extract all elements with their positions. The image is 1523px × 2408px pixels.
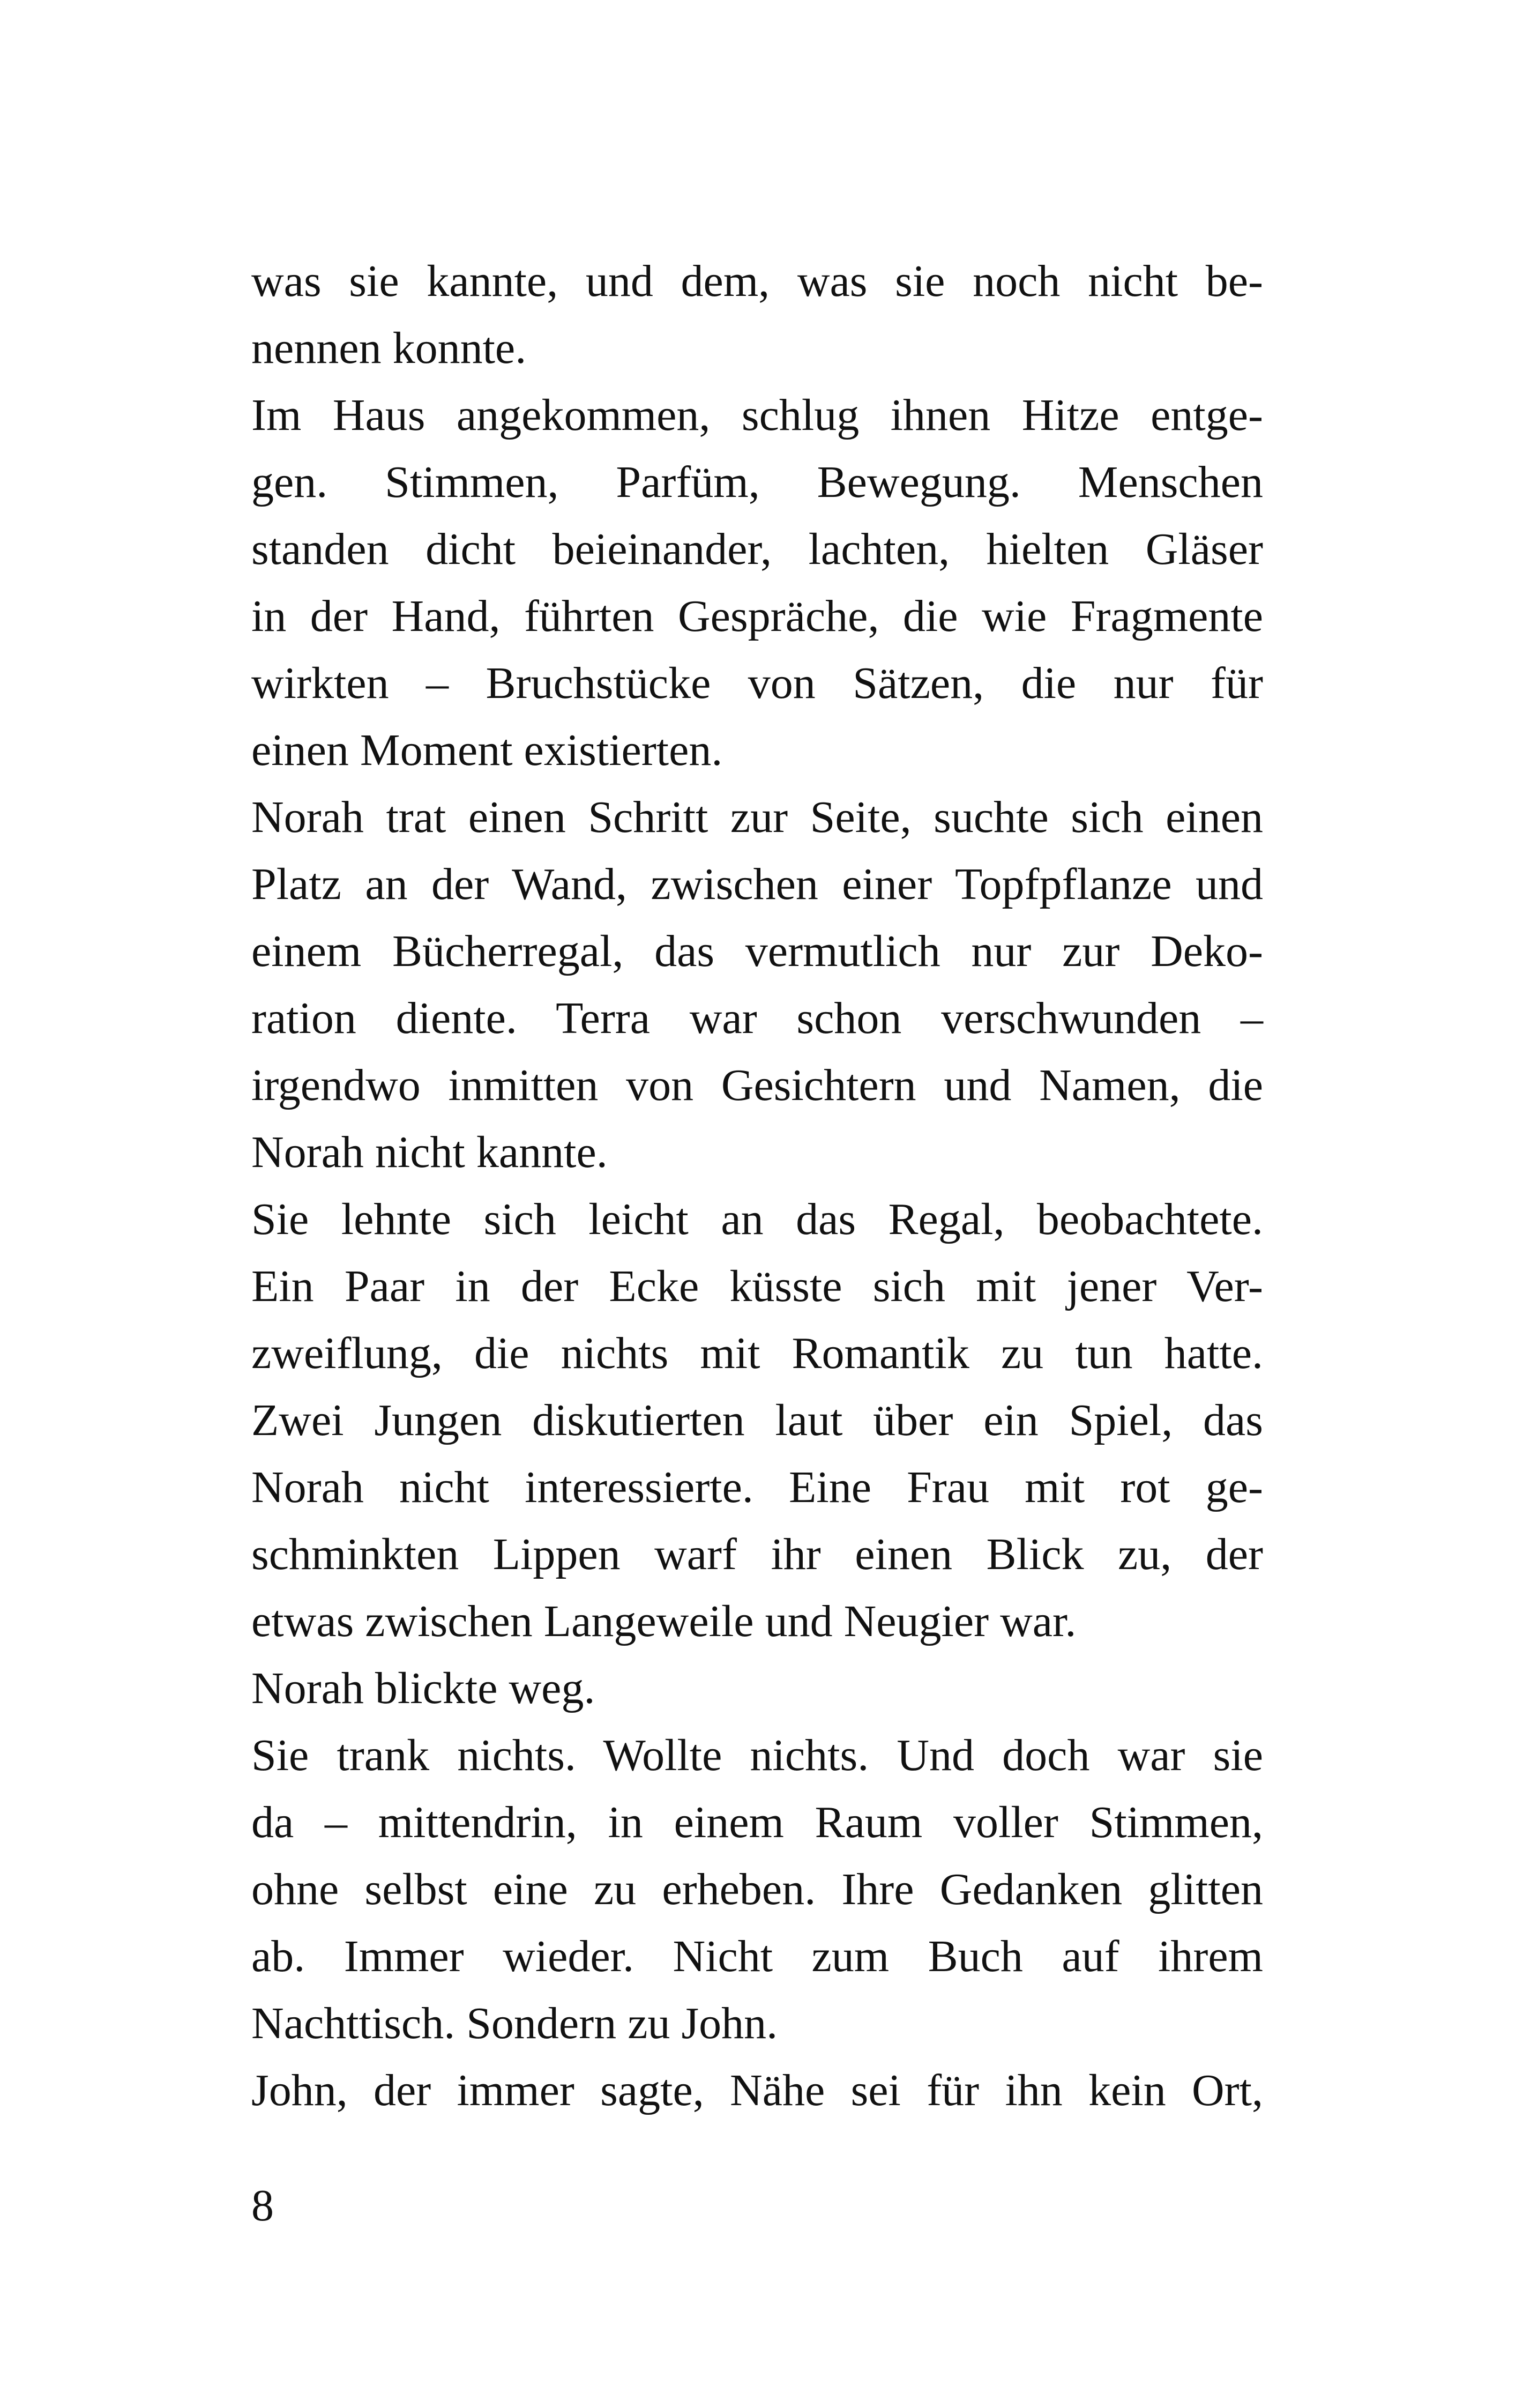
text-line: ohne selbst eine zu erheben. Ihre Gedanken glitten [251,1864,1263,1914]
text-line: Ein Paar in der Ecke küsste sich mit jener Ver- [251,1261,1263,1311]
text-line: gen. Stimmen, Parfüm, Bewegung. Menschen [251,457,1263,507]
text-line: ab. Immer wieder. Nicht zum Buch auf ihrem [251,1931,1263,1981]
body-text [251,248,1263,2124]
text-line: Platz an der Wand, zwischen einer Topfpflanze und [251,859,1263,909]
text-line: einem Bücherregal, das vermutlich nur zur Deko- [251,926,1263,976]
text-line: Zwei Jungen diskutierten laut über ein Spiel, das [251,1395,1263,1445]
text-line: da – mittendrin, in einem Raum voller Stimmen, [251,1797,1263,1847]
text-line: etwas zwischen Langeweile und Neugier war. [251,1596,1077,1646]
text-line: ration diente. Terra war schon verschwunden – [251,993,1263,1043]
text-line: Norah nicht interessierte. Eine Frau mit rot ge- [251,1462,1263,1512]
text-line: einen Moment existierten. [251,725,723,775]
text-line: John, der immer sagte, Nähe sei für ihn kein Ort, [251,2065,1263,2115]
text-line: nennen konnte. [251,323,527,373]
text-line: Nachttisch. Sondern zu John. [251,1998,778,2048]
text-line: Norah blickte weg. [251,1663,595,1713]
text-line: Norah trat einen Schritt zur Seite, suchte sich einen [251,792,1263,842]
page-number: 8 [251,2181,274,2231]
text-line: schminkten Lippen warf ihr einen Blick zu, der [251,1529,1263,1579]
text-line: was sie kannte, und dem, was sie noch nicht be- [251,256,1263,306]
text-line: in der Hand, führten Gespräche, die wie Fragmente [251,591,1263,641]
text-line: standen dicht beieinander, lachten, hielten Gläser [251,524,1263,574]
text-line: zweiflung, die nichts mit Romantik zu tun hatte. [251,1328,1263,1378]
text-line: Im Haus angekommen, schlug ihnen Hitze entge- [251,390,1263,440]
text-line: Sie lehnte sich leicht an das Regal, beobachtete. [251,1194,1263,1244]
text-line: Sie trank nichts. Wollte nichts. Und doch war sie [251,1730,1263,1780]
text-line: wirkten – Bruchstücke von Sätzen, die nur für [251,658,1263,708]
text-line: Norah nicht kannte. [251,1127,608,1177]
text-line: irgendwo inmitten von Gesichtern und Namen, die [251,1060,1263,1110]
